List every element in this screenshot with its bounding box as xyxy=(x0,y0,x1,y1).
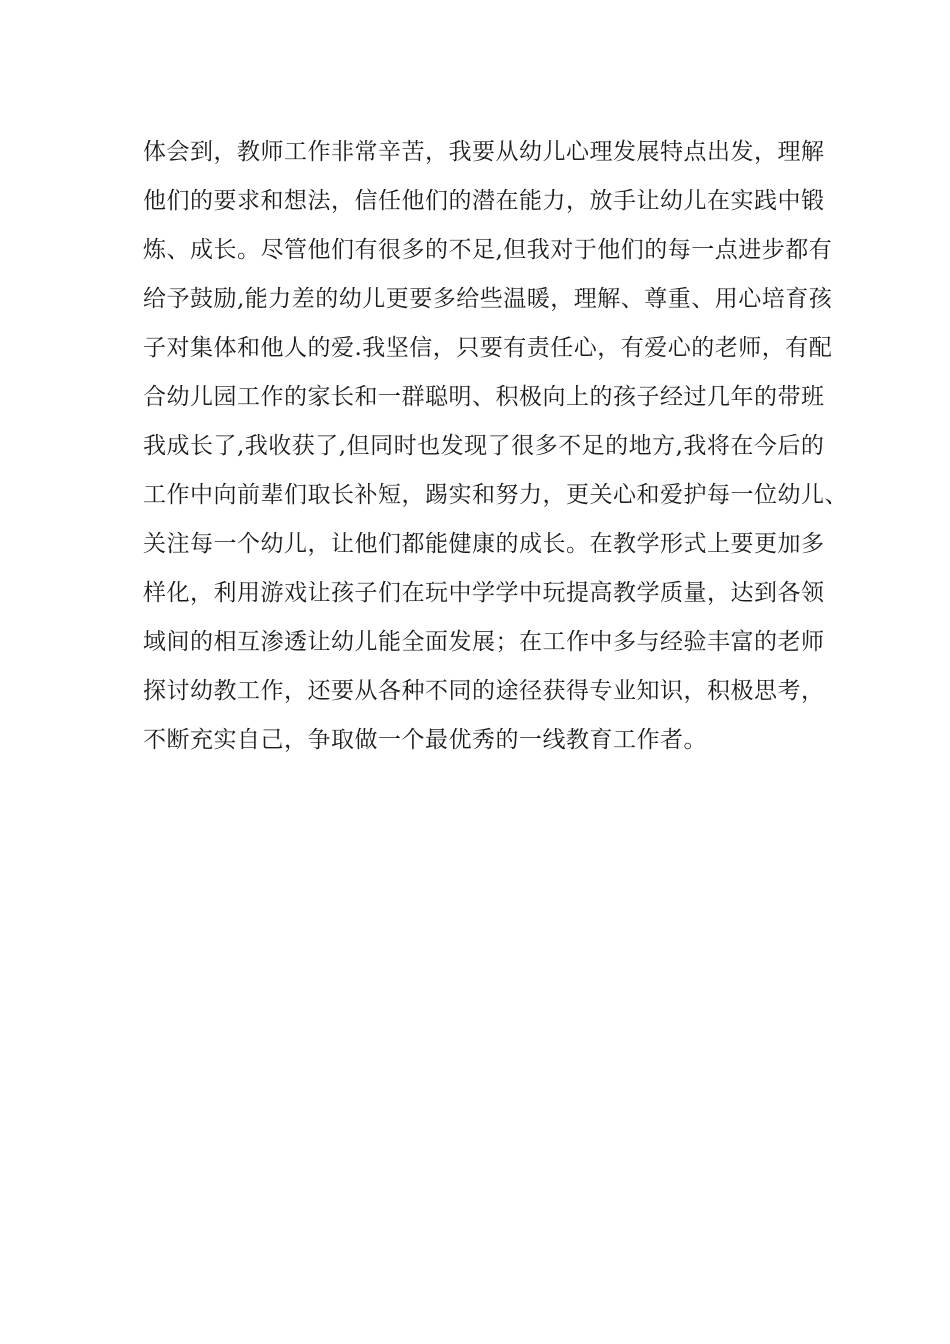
paragraph-line: 关注每一个幼儿，让他们都能健康的成长。在教学形式上要更加多 xyxy=(143,531,825,557)
paragraph-line: 合幼儿园工作的家长和一群聪明、积极向上的孩子经过几年的带班 xyxy=(143,384,825,410)
paragraph-line: 我成长了,我收获了,但同时也发现了很多不足的地方,我将在今后的 xyxy=(143,433,825,459)
paragraph-line: 他们的要求和想法，信任他们的潜在能力，放手让幼儿在实践中锻 xyxy=(143,188,825,214)
paragraph-line: 域间的相互渗透让幼儿能全面发展；在工作中多与经验丰富的老师 xyxy=(143,629,825,655)
body-paragraph xyxy=(143,128,848,765)
paragraph-line: 工作中向前辈们取长补短，踢实和努力，更关心和爱护每一位幼儿、 xyxy=(143,482,848,508)
paragraph-line: 体会到，教师工作非常辛苦，我要从幼儿心理发展特点出发，理解 xyxy=(143,139,825,165)
paragraph-line: 样化，利用游戏让孩子们在玩中学学中玩提高教学质量，达到各领 xyxy=(143,580,825,606)
paragraph-line: 给予鼓励,能力差的幼儿更要多给些温暖，理解、尊重、用心培育孩 xyxy=(143,286,833,312)
paragraph-line: 炼、成长。尽管他们有很多的不足,但我对于他们的每一点进步都有 xyxy=(143,237,833,263)
paragraph-line: 子对集体和他人的爱.我坚信，只要有责任心，有爱心的老师，有配 xyxy=(143,335,833,361)
paragraph-line: 不断充实自己，争取做一个最优秀的一线教育工作者。 xyxy=(143,727,707,753)
paragraph-line: 探讨幼教工作，还要从各种不同的途径获得专业知识，积极思考， xyxy=(143,678,825,704)
